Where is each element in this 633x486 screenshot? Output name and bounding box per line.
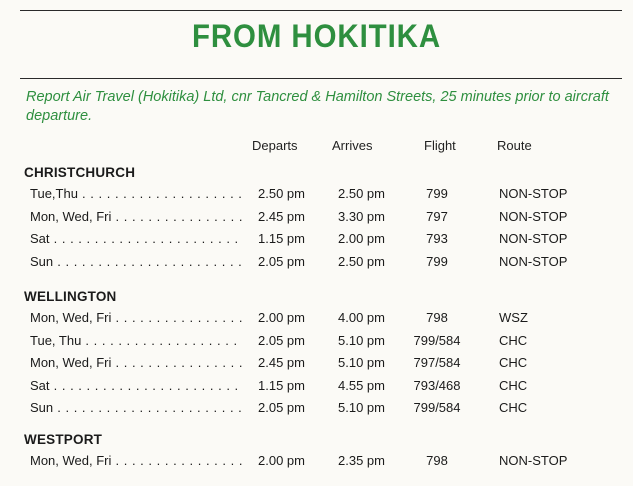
flight-cell: 797/584 [413,355,461,370]
title-bottom-rule [20,78,622,79]
flight-cell: 799 [426,186,448,201]
arrives-cell: 2.50 pm [338,186,385,201]
route-cell: CHC [499,400,528,415]
table-row [24,307,624,330]
section-wellington [24,287,624,420]
section-christchurch [24,163,624,273]
departs-cell: 2.05 pm [258,400,305,415]
flight-cell: 799/584 [413,332,461,348]
days-cell: Tue, Thu . . . [30,330,242,353]
departs-cell: 2.05 pm [258,332,305,348]
days-cell: Mon, Wed, Fri . . . [30,450,242,473]
arrives-cell: 5.10 pm [338,332,385,348]
top-rule [20,10,622,11]
days-cell: Mon, Wed, Fri . . . [30,206,242,229]
section-title: CHRISTCHURCH [24,165,136,180]
departs-header: Departs [252,138,298,153]
route-cell: CHC [499,355,528,370]
table-row [24,352,624,375]
table-row [24,330,624,353]
flight-cell: 793/468 [413,377,461,393]
arrives-cell: 4.55 pm [338,377,385,393]
table-row [24,397,624,420]
route-header: Route [497,138,532,153]
arrives-cell: 2.35 pm [338,453,385,468]
flight-header: Flight [424,138,456,153]
departs-cell: 2.45 pm [258,208,305,224]
days-cell: Mon, Wed, Fri . . . [30,307,242,330]
arrives-cell: 2.50 pm [338,253,385,269]
flight-cell: 798 [426,453,448,468]
route-cell: CHC [499,377,528,393]
arrives-cell: 5.10 pm [338,355,385,370]
arrives-cell: 4.00 pm [338,310,385,325]
table-row [24,375,624,398]
table-row [24,450,624,473]
departs-cell: 2.00 pm [258,453,305,468]
section-westport [24,430,624,473]
intro-text: Report Air Travel (Hokitika) Ltd, cnr Tancred & Hamilton Streets, 25 minutes prior to aircraft departure. [26,89,609,124]
flight-cell: 797 [426,208,448,224]
route-cell: WSZ [499,310,528,325]
flight-cell: 799/584 [413,400,461,415]
route-cell: NON-STOP [499,208,568,224]
section-title: WESTPORT [24,432,103,447]
departs-cell: 2.50 pm [258,186,305,201]
route-cell: NON-STOP [499,253,568,269]
table-row [24,228,624,251]
departs-cell: 1.15 pm [258,231,305,246]
days-cell: Sun . . . [30,251,242,274]
route-cell: NON-STOP [499,453,568,468]
arrives-cell: 2.00 pm [338,231,385,246]
route-cell: NON-STOP [499,231,568,246]
days-cell: Tue,Thu . . . [30,183,242,206]
arrives-header: Arrives [332,138,373,153]
departs-cell: 1.15 pm [258,377,305,393]
days-cell: Sat . . . [30,375,242,398]
table-row [24,206,624,229]
route-cell: NON-STOP [499,186,568,201]
departs-cell: 2.45 pm [258,355,305,370]
arrives-cell: 5.10 pm [338,400,385,415]
flight-cell: 793 [426,231,448,246]
flight-cell: 798 [426,310,448,325]
arrives-cell: 3.30 pm [338,208,385,224]
departs-cell: 2.05 pm [258,253,305,269]
days-cell: Sat . . . [30,228,242,251]
departs-cell: 2.00 pm [258,310,305,325]
page-title: FROM HOKITIKA [191,18,442,54]
table-row [24,251,624,274]
table-row [24,183,624,206]
days-cell: Mon, Wed, Fri . . . [30,352,242,375]
route-cell: CHC [499,332,528,348]
flight-cell: 799 [426,253,448,269]
days-cell: Sun . . . [30,397,242,420]
section-title: WELLINGTON [24,289,117,304]
